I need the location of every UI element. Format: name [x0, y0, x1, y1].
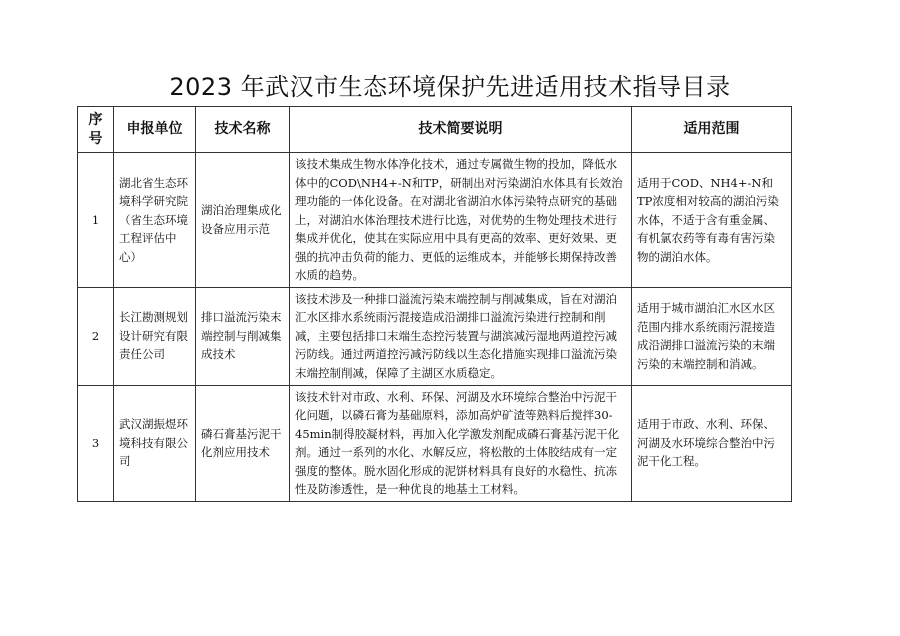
- table-row: [78, 153, 792, 288]
- header-unit: 申报单位: [114, 107, 196, 153]
- table-header-row: [78, 107, 792, 153]
- technology-catalog-table: [77, 106, 792, 502]
- cell-scope: 适用于市政、水利、环保、河湖及水环境综合整治中污泥干化工程。: [632, 385, 792, 501]
- cell-seq: 2: [78, 287, 114, 385]
- cell-name: 排口溢流污染末端控制与削减集成技术: [196, 287, 290, 385]
- header-desc: 技术简要说明: [290, 107, 632, 153]
- table-row: [78, 385, 792, 501]
- cell-unit: 武汉湖振煜环境科技有限公司: [114, 385, 196, 501]
- cell-desc: 该技术集成生物水体净化技术，通过专属微生物的投加，降低水体中的COD\NH4+-N和TP，研制出对污染湖泊水体具有长效治理功能的一体化设备。在对湖北省湖泊水体污染特点研究的基础上，对湖泊水体治理技术进行比选，对优势的生物处理技术进行集成并优化，使其在实际应用中具有更高的效率、更好效果、更强的抗冲击负荷的能力、更低的运维成本，并能够长期保持改善水质的趋势。: [290, 153, 632, 288]
- table-row: [78, 287, 792, 385]
- cell-name: 湖泊治理集成化设备应用示范: [196, 153, 290, 288]
- cell-name: 磷石膏基污泥干化剂应用技术: [196, 385, 290, 501]
- cell-desc: 该技术针对市政、水利、环保、河湖及水环境综合整治中污泥干化问题，以磷石膏为基础原料，添加高炉矿渣等熟料后搅拌30-45min制得胶凝材料，再加入化学激发剂配成磷石膏基污泥干化剂。通过一系列的水化、水解反应，将松散的土体胶结成有一定强度的整体。脱水固化形成的泥饼材料具有良好的水稳性、抗冻性及防渗透性，是一种优良的地基土工材料。: [290, 385, 632, 501]
- header-scope: 适用范围: [632, 107, 792, 153]
- page-title: 2023 年武汉市生态环境保护先进适用技术指导目录: [169, 73, 731, 101]
- cell-unit: 湖北省生态环境科学研究院（省生态环境工程评估中心）: [114, 153, 196, 288]
- header-name: 技术名称: [196, 107, 290, 153]
- cell-unit: 长江勘测规划设计研究有限责任公司: [114, 287, 196, 385]
- cell-desc: 该技术涉及一种排口溢流污染末端控制与削减集成，旨在对湖泊汇水区排水系统雨污混接造成沿湖排口溢流污染进行控制和削减，主要包括排口末端生态控污装置与湖滨减污湿地两道控污减污防线。通过两道控污减污防线以生态化措施实现排口溢流污染末端控制削减，保障了主湖区水质稳定。: [290, 287, 632, 385]
- header-seq: [78, 107, 114, 153]
- cell-seq: 1: [78, 153, 114, 288]
- cell-scope: 适用于城市湖泊汇水区水区范围内排水系统雨污混接造成沿湖排口溢流污染的末端污染的末端控制和消减。: [632, 287, 792, 385]
- cell-scope: 适用于COD、NH4+-N和TP浓度相对较高的湖泊污染水体，不适于含有重金属、有机氯农药等有毒有害污染物的湖泊水体。: [632, 153, 792, 288]
- cell-seq: 3: [78, 385, 114, 501]
- header-seq-label: 序号: [88, 111, 103, 147]
